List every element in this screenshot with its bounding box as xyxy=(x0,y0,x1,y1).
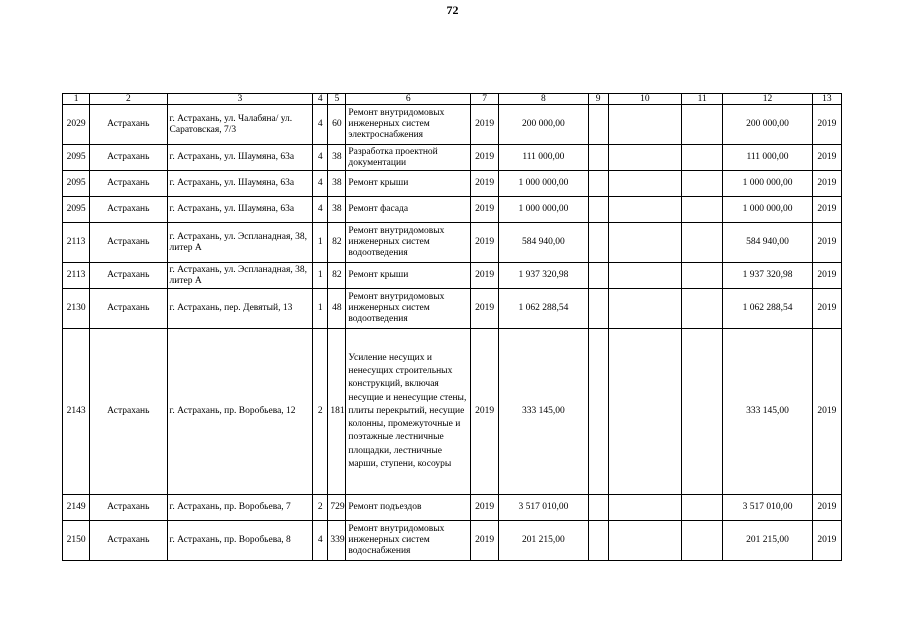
cell-id: 2095 xyxy=(63,145,90,171)
cell-total: 111 000,00 xyxy=(723,145,812,171)
cell-city: Астрахань xyxy=(90,223,167,263)
table-row xyxy=(63,329,842,495)
cell-col10 xyxy=(608,263,681,289)
cell-amount: 3 517 010,00 xyxy=(499,495,588,521)
cell-col10 xyxy=(608,329,681,495)
cell-work-type: Ремонт крыши xyxy=(346,171,471,197)
cell-total: 201 215,00 xyxy=(723,521,812,561)
cell-total: 333 145,00 xyxy=(723,329,812,495)
cell-city: Астрахань xyxy=(90,105,167,145)
cell-col10 xyxy=(608,223,681,263)
cell-total: 1 000 000,00 xyxy=(723,171,812,197)
cell-year-end: 2019 xyxy=(812,223,841,263)
cell-col9 xyxy=(588,521,608,561)
cell-year-end: 2019 xyxy=(812,171,841,197)
cell-col5: 38 xyxy=(328,145,346,171)
cell-address: г. Астрахань, ул. Эспланадная, 38, литер А xyxy=(167,223,313,263)
table-row xyxy=(63,495,842,521)
cell-col9 xyxy=(588,329,608,495)
table-row xyxy=(63,289,842,329)
cell-id: 2149 xyxy=(63,495,90,521)
cell-amount: 1 000 000,00 xyxy=(499,197,588,223)
cell-address: г. Астрахань, ул. Шаумяна, 63а xyxy=(167,171,313,197)
cell-work-type: Ремонт фасада xyxy=(346,197,471,223)
cell-city: Астрахань xyxy=(90,329,167,495)
cell-address: г. Астрахань, ул. Чалабяна/ ул. Саратовская, 7/3 xyxy=(167,105,313,145)
cell-col10 xyxy=(608,495,681,521)
cell-col9 xyxy=(588,223,608,263)
cell-id: 2143 xyxy=(63,329,90,495)
cell-col10 xyxy=(608,197,681,223)
table-row xyxy=(63,263,842,289)
cell-address: г. Астрахань, ул. Эспланадная, 38, литер А xyxy=(167,263,313,289)
cell-amount: 201 215,00 xyxy=(499,521,588,561)
cell-col10 xyxy=(608,289,681,329)
cell-address: г. Астрахань, пер. Девятый, 13 xyxy=(167,289,313,329)
cell-col11 xyxy=(682,105,723,145)
cell-amount: 584 940,00 xyxy=(499,223,588,263)
cell-col4: 4 xyxy=(313,105,328,145)
cell-city: Астрахань xyxy=(90,197,167,223)
cell-work-type: Ремонт внутридомовых инженерных систем электроснабжения xyxy=(346,105,471,145)
cell-col9 xyxy=(588,145,608,171)
cell-total: 1 937 320,98 xyxy=(723,263,812,289)
page-number: 72 xyxy=(446,3,459,17)
cell-year: 2019 xyxy=(471,263,499,289)
cell-address: г. Астрахань, пр. Воробьева, 12 xyxy=(167,329,313,495)
cell-work-type: Разработка проектной документации xyxy=(346,145,471,171)
table-row xyxy=(63,197,842,223)
cell-total: 3 517 010,00 xyxy=(723,495,812,521)
cell-id: 2095 xyxy=(63,197,90,223)
cell-year-end: 2019 xyxy=(812,289,841,329)
cell-amount: 333 145,00 xyxy=(499,329,588,495)
cell-year-end: 2019 xyxy=(812,495,841,521)
cell-year-end: 2019 xyxy=(812,263,841,289)
cell-amount: 1 062 288,54 xyxy=(499,289,588,329)
header-cell: 1 xyxy=(63,94,90,105)
cell-col4: 1 xyxy=(313,223,328,263)
cell-col9 xyxy=(588,171,608,197)
cell-total: 584 940,00 xyxy=(723,223,812,263)
cell-col9 xyxy=(588,263,608,289)
header-cell: 2 xyxy=(90,94,167,105)
cell-col11 xyxy=(682,145,723,171)
cell-work-type: Ремонт внутридомовых инженерных систем водоотведения xyxy=(346,223,471,263)
cell-col5: 48 xyxy=(328,289,346,329)
cell-year: 2019 xyxy=(471,521,499,561)
cell-year-end: 2019 xyxy=(812,145,841,171)
cell-col5: 181 xyxy=(328,329,346,495)
cell-year-end: 2019 xyxy=(812,105,841,145)
cell-city: Астрахань xyxy=(90,521,167,561)
cell-year: 2019 xyxy=(471,289,499,329)
cell-year: 2019 xyxy=(471,223,499,263)
cell-id: 2150 xyxy=(63,521,90,561)
header-cell: 5 xyxy=(328,94,346,105)
cell-city: Астрахань xyxy=(90,171,167,197)
table-row xyxy=(63,105,842,145)
cell-amount: 200 000,00 xyxy=(499,105,588,145)
cell-col10 xyxy=(608,521,681,561)
header-cell: 11 xyxy=(682,94,723,105)
cell-col4: 1 xyxy=(313,289,328,329)
cell-id: 2095 xyxy=(63,171,90,197)
cell-total: 1 062 288,54 xyxy=(723,289,812,329)
cell-col11 xyxy=(682,329,723,495)
cell-col4: 4 xyxy=(313,197,328,223)
cell-id: 2029 xyxy=(63,105,90,145)
cell-col9 xyxy=(588,197,608,223)
cell-work-type: Ремонт внутридомовых инженерных систем водоснабжения xyxy=(346,521,471,561)
header-cell: 4 xyxy=(313,94,328,105)
cell-city: Астрахань xyxy=(90,495,167,521)
cell-col5: 60 xyxy=(328,105,346,145)
table-row xyxy=(63,171,842,197)
cell-work-type: Усиление несущих и ненесущих строительных конструкций, включая несущие и ненесущие стены, плиты перекрытий, несущие колонны, промежуточные и поэтажные лестничные площадки, лестничные марши, ступени, косоуры xyxy=(346,329,471,495)
cell-total: 200 000,00 xyxy=(723,105,812,145)
header-cell: 10 xyxy=(608,94,681,105)
cell-total: 1 000 000,00 xyxy=(723,197,812,223)
cell-col9 xyxy=(588,105,608,145)
cell-amount: 1 937 320,98 xyxy=(499,263,588,289)
cell-col11 xyxy=(682,495,723,521)
header-cell: 6 xyxy=(346,94,471,105)
cell-col5: 82 xyxy=(328,263,346,289)
cell-col10 xyxy=(608,145,681,171)
cell-amount: 111 000,00 xyxy=(499,145,588,171)
cell-col5: 82 xyxy=(328,223,346,263)
cell-col4: 4 xyxy=(313,171,328,197)
cell-col9 xyxy=(588,289,608,329)
cell-col10 xyxy=(608,105,681,145)
header-cell: 7 xyxy=(471,94,499,105)
cell-col4: 2 xyxy=(313,495,328,521)
cell-amount: 1 000 000,00 xyxy=(499,171,588,197)
table-row xyxy=(63,521,842,561)
header-cell: 13 xyxy=(812,94,841,105)
cell-year-end: 2019 xyxy=(812,329,841,495)
cell-col9 xyxy=(588,495,608,521)
cell-id: 2130 xyxy=(63,289,90,329)
cell-id: 2113 xyxy=(63,263,90,289)
cell-col5: 729 xyxy=(328,495,346,521)
cell-work-type: Ремонт внутридомовых инженерных систем водоотведения xyxy=(346,289,471,329)
cell-city: Астрахань xyxy=(90,263,167,289)
header-cell: 9 xyxy=(588,94,608,105)
cell-year-end: 2019 xyxy=(812,197,841,223)
cell-address: г. Астрахань, пр. Воробьева, 7 xyxy=(167,495,313,521)
cell-year: 2019 xyxy=(471,495,499,521)
cell-col5: 38 xyxy=(328,171,346,197)
cell-id: 2113 xyxy=(63,223,90,263)
cell-city: Астрахань xyxy=(90,145,167,171)
cell-address: г. Астрахань, ул. Шаумяна, 63а xyxy=(167,145,313,171)
cell-col11 xyxy=(682,223,723,263)
cell-col4: 4 xyxy=(313,521,328,561)
cell-col11 xyxy=(682,263,723,289)
cell-year-end: 2019 xyxy=(812,521,841,561)
header-cell: 8 xyxy=(499,94,588,105)
cell-col11 xyxy=(682,171,723,197)
table-row xyxy=(63,145,842,171)
cell-year: 2019 xyxy=(471,197,499,223)
header-cell: 3 xyxy=(167,94,313,105)
cell-address: г. Астрахань, пр. Воробьева, 8 xyxy=(167,521,313,561)
cell-col5: 339 xyxy=(328,521,346,561)
cell-col4: 1 xyxy=(313,263,328,289)
cell-work-type: Ремонт крыши xyxy=(346,263,471,289)
cell-year: 2019 xyxy=(471,105,499,145)
cell-col11 xyxy=(682,521,723,561)
header-row xyxy=(63,94,842,105)
cell-year: 2019 xyxy=(471,171,499,197)
header-cell: 12 xyxy=(723,94,812,105)
cell-year: 2019 xyxy=(471,329,499,495)
cell-year: 2019 xyxy=(471,145,499,171)
cell-col11 xyxy=(682,197,723,223)
cell-work-type: Ремонт подъездов xyxy=(346,495,471,521)
cell-city: Астрахань xyxy=(90,289,167,329)
cell-col5: 38 xyxy=(328,197,346,223)
data-table xyxy=(62,93,842,561)
cell-col4: 2 xyxy=(313,329,328,495)
cell-address: г. Астрахань, ул. Шаумяна, 63а xyxy=(167,197,313,223)
table-row xyxy=(63,223,842,263)
cell-col4: 4 xyxy=(313,145,328,171)
cell-col11 xyxy=(682,289,723,329)
cell-col10 xyxy=(608,171,681,197)
